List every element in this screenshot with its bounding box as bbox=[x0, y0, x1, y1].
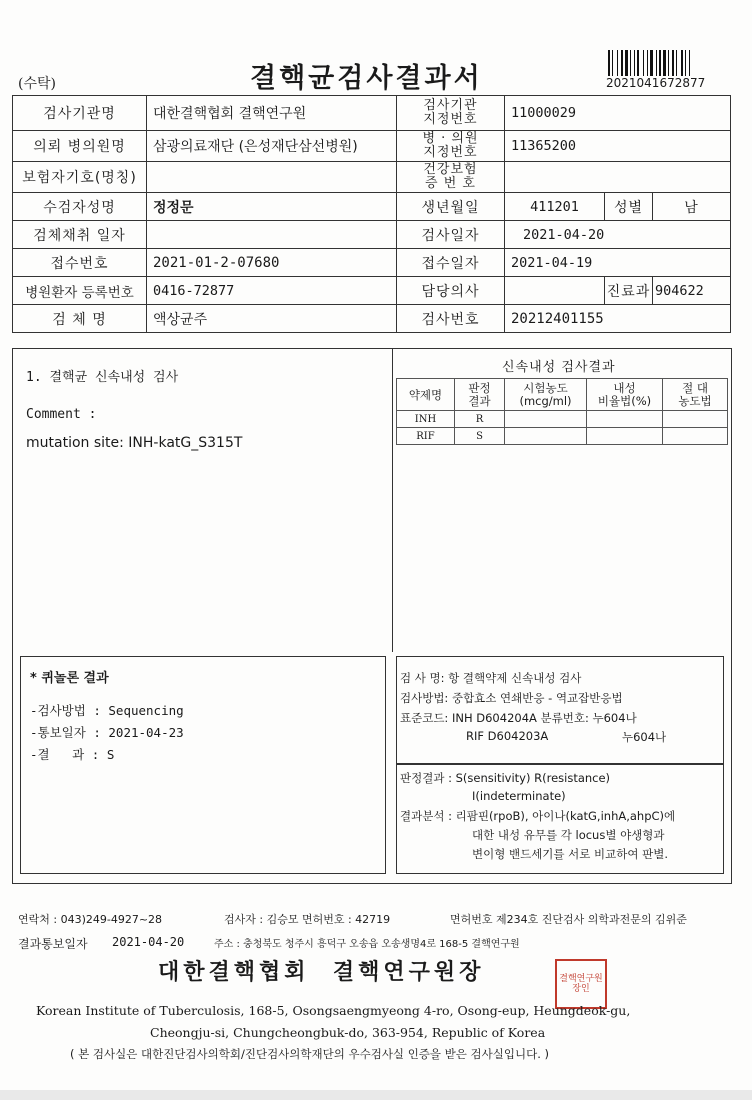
report-date: 2021-04-20 bbox=[112, 935, 185, 949]
comment-label: Comment : bbox=[26, 407, 97, 422]
report-date-label: 결과통보일자 bbox=[18, 937, 88, 951]
method-line-4b: 누604나 bbox=[622, 730, 667, 744]
collect-value bbox=[147, 221, 397, 249]
header-concentration: 시험농도 (mcg/ml) bbox=[505, 379, 587, 411]
dept-value: 904622 bbox=[653, 277, 731, 305]
birth-label: 생년월일 bbox=[397, 193, 505, 221]
doctor-license: 면허번호 제234호 진단검사 의학과전문의 김위준 bbox=[450, 913, 687, 926]
official-seal: 결핵연구원장인 bbox=[555, 959, 607, 1009]
specimen-label: 검 체 명 bbox=[13, 305, 147, 333]
inst-code-label: 검사기관 지정번호 bbox=[397, 96, 505, 131]
page-title: 결핵균검사결과서 bbox=[250, 63, 483, 94]
quinolone-box bbox=[20, 656, 386, 874]
health-value bbox=[505, 162, 731, 193]
req-value: 삼광의료재단 (은성재단삼선병원) bbox=[147, 131, 397, 162]
req-code-label: 병 · 의원 지정번호 bbox=[397, 131, 505, 162]
dept-label: 진료과 bbox=[605, 277, 653, 305]
english-address-2: Cheongju-si, Chungcheongbuk-do, 363-954, Republic of Korea bbox=[150, 1025, 546, 1040]
director-title: 대한결핵협회 결핵연구원장 bbox=[158, 960, 485, 985]
collect-label: 검체채취 일자 bbox=[13, 221, 147, 249]
judge-line-5: 변이형 밴드세기를 서로 비교하여 판별. bbox=[472, 847, 669, 861]
header-drug: 약제명 bbox=[397, 379, 455, 411]
doctor-label: 담당의사 bbox=[397, 277, 505, 305]
english-address-1: Korean Institute of Tuberculosis, 168-5, Osongsaengmyeong 4-ro, Osong-eup, Heungdeok-gu, bbox=[36, 1003, 631, 1018]
hosp-reg-label: 병원환자 등록번호 bbox=[13, 277, 147, 305]
specimen-value: 액상균주 bbox=[147, 305, 397, 333]
inst-value: 대한결핵협회 결핵연구원 bbox=[147, 96, 397, 131]
hosp-reg-value: 0416-72877 bbox=[147, 277, 397, 305]
test-no-label: 검사번호 bbox=[397, 305, 505, 333]
results-divider bbox=[392, 348, 393, 652]
inst-label: 검사기관명 bbox=[13, 96, 147, 131]
receipt-no-value: 2021-01-2-07680 bbox=[147, 249, 397, 277]
result-cell: R bbox=[455, 411, 505, 428]
quinolone-title: * 퀴놀론 결과 bbox=[30, 671, 109, 686]
patient-info-table bbox=[12, 95, 731, 333]
header-proportion: 내성 비율법(%) bbox=[587, 379, 663, 411]
barcode-number: 2021041672877 bbox=[606, 76, 706, 90]
mutation-site: mutation site: INH-katG_S315T bbox=[26, 435, 243, 451]
header-absolute: 절 대 농도법 bbox=[663, 379, 728, 411]
req-code-value: 11365200 bbox=[505, 131, 731, 162]
drug-cell: RIF bbox=[397, 428, 455, 445]
receipt-no-label: 접수번호 bbox=[13, 249, 147, 277]
ins-label: 보험자기호(명칭) bbox=[13, 162, 147, 193]
judge-line-3: 결과분석 : 리팜핀(rpoB), 아이나(katG,inhA,ahpC)에 bbox=[400, 809, 676, 823]
certification-notice: ( 본 검사실은 대한진단검사의학회/진단검사의학재단의 우수검사실 인증을 받은 검사실입니다. ) bbox=[70, 1047, 549, 1061]
birth-value: 411201 bbox=[505, 193, 605, 221]
consignment-mark: (수탁) bbox=[18, 76, 56, 92]
test-date-value: 2021-04-20 bbox=[505, 221, 731, 249]
inspector: 검사자 : 김승모 면허번호 : 42719 bbox=[224, 913, 391, 926]
quinolone-result: -결 과 : S bbox=[30, 747, 115, 762]
req-label: 의뢰 병의원명 bbox=[13, 131, 147, 162]
drug-cell: INH bbox=[397, 411, 455, 428]
quinolone-method: -검사방법 : Sequencing bbox=[30, 703, 184, 718]
method-line-3: 표준코드: INH D604204A 분류번호: 누604나 bbox=[400, 711, 637, 725]
table-row bbox=[397, 411, 728, 428]
test-title: 1. 결핵균 신속내성 검사 bbox=[26, 370, 179, 385]
header-result: 판정 결과 bbox=[455, 379, 505, 411]
sex-label: 성별 bbox=[605, 193, 653, 221]
receipt-date-value: 2021-04-19 bbox=[505, 249, 731, 277]
barcode bbox=[608, 50, 718, 76]
result-table-title: 신속내성 검사결과 bbox=[502, 360, 616, 375]
sex-value: 남 bbox=[653, 193, 731, 221]
ins-value bbox=[147, 162, 397, 193]
doctor-value bbox=[505, 277, 605, 305]
judge-line-2: I(indeterminate) bbox=[472, 789, 566, 803]
result-cell: S bbox=[455, 428, 505, 445]
contact: 연락처 : 043)249-4927~28 bbox=[18, 913, 163, 926]
method-line-1: 검 사 명: 항 결핵약제 신속내성 검사 bbox=[400, 671, 582, 685]
table-row bbox=[397, 428, 728, 445]
susceptibility-table bbox=[396, 378, 728, 445]
patient-label: 수검자성명 bbox=[13, 193, 147, 221]
receipt-date-label: 접수일자 bbox=[397, 249, 505, 277]
patient-value: 정정문 bbox=[147, 193, 397, 221]
judge-line-1: 판정결과 : S(sensitivity) R(resistance) bbox=[400, 771, 611, 785]
test-no-value: 20212401155 bbox=[505, 305, 731, 333]
inst-code-value: 11000029 bbox=[505, 96, 731, 131]
method-line-4: RIF D604203A bbox=[466, 729, 549, 743]
method-line-2: 검사방법: 중합효소 연쇄반응 - 역교잡반응법 bbox=[400, 691, 623, 705]
test-date-label: 검사일자 bbox=[397, 221, 505, 249]
health-label: 건강보험 증 번 호 bbox=[397, 162, 505, 193]
address: 주소 : 충청북도 청주시 흥덕구 오송읍 오송생명4로 168-5 결핵연구원 bbox=[214, 939, 520, 950]
quinolone-report-date: -통보일자 : 2021-04-23 bbox=[30, 725, 184, 740]
judge-line-4: 대한 내성 유무를 각 locus별 야생형과 bbox=[472, 828, 665, 842]
